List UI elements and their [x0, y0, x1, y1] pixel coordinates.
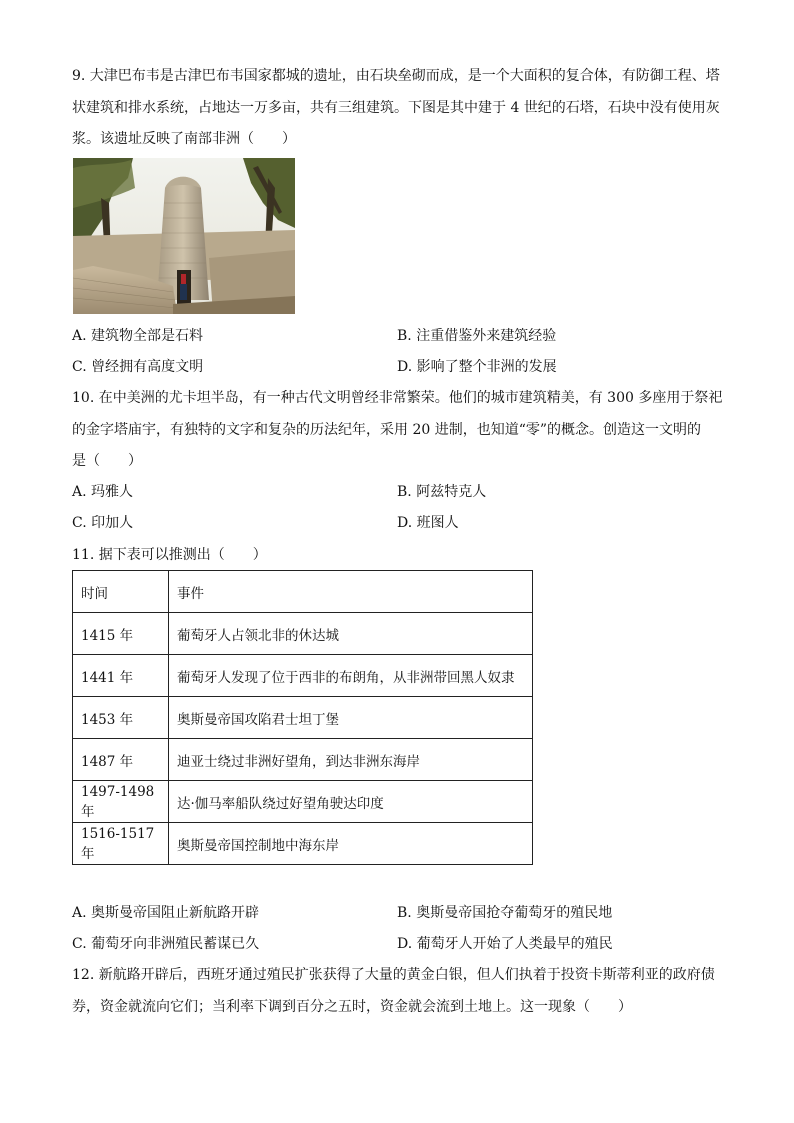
q9-option-b[interactable]: B. 注重借鉴外来建筑经验 — [397, 328, 557, 344]
table-row — [73, 739, 533, 781]
table-row — [73, 781, 533, 823]
q9-option-d[interactable]: D. 影响了整个非洲的发展 — [397, 359, 557, 375]
q9-option-a[interactable]: A. 建筑物全部是石料 — [72, 328, 204, 344]
table-cell-event: 奥斯曼帝国攻陷君士坦丁堡 — [169, 697, 533, 739]
table-row — [73, 613, 533, 655]
q9-stem-line-2: 状建筑和排水系统，占地达一万多亩，共有三组建筑。下图是其中建于 4 世纪的石塔，石块中没有使用灰 — [72, 100, 720, 116]
q10-option-b[interactable]: B. 阿兹特克人 — [397, 484, 487, 500]
table-cell-time: 1497-1498 年 — [73, 781, 169, 823]
q12-stem-line-1: 12. 新航路开辟后，西班牙通过殖民扩张获得了大量的黄金白银，但人们执着于投资卡斯蒂利亚的政府债 — [72, 967, 715, 983]
table-row — [73, 655, 533, 697]
table-header-event: 事件 — [169, 571, 533, 613]
table-cell-event: 达·伽马率船队绕过好望角驶达印度 — [169, 781, 533, 823]
q9-stem-line-1: 9. 大津巴布韦是古津巴布韦国家都城的遗址，由石块垒砌而成，是一个大面积的复合体，有防御工程、塔 — [72, 68, 720, 84]
q10-stem-line-1: 10. 在中美洲的尤卡坦半岛，有一种古代文明曾经非常繁荣。他们的城市建筑精美，有 300 多座用于祭祀 — [72, 390, 723, 406]
table-cell-time: 1487 年 — [73, 739, 169, 781]
table-cell-event: 葡萄牙人发现了位于西非的布朗角，从非洲带回黑人奴隶 — [169, 655, 533, 697]
q11-events-table — [72, 570, 533, 865]
table-cell-time: 1516-1517 年 — [73, 823, 169, 865]
great-zimbabwe-tower-photo — [73, 158, 295, 314]
q11-stem: 11. 据下表可以推测出（ ） — [72, 547, 267, 563]
table-cell-time: 1415 年 — [73, 613, 169, 655]
table-row — [73, 697, 533, 739]
q10-stem-line-3: 是（ ） — [72, 453, 142, 469]
table-header-row — [73, 571, 533, 613]
q9-option-c[interactable]: C. 曾经拥有高度文明 — [72, 359, 204, 375]
q10-option-c[interactable]: C. 印加人 — [72, 515, 134, 531]
q10-option-a[interactable]: A. 玛雅人 — [72, 484, 134, 500]
q12-stem-line-2: 券，资金就流向它们；当利率下调到百分之五时，资金就会流到土地上。这一现象（ ） — [72, 999, 632, 1015]
q9-stem-line-3: 浆。该遗址反映了南部非洲（ ） — [72, 131, 296, 147]
q11-option-c[interactable]: C. 葡萄牙向非洲殖民蓄谋已久 — [72, 936, 260, 952]
q10-stem-line-2: 的金字塔庙宇，有独特的文字和复杂的历法纪年，采用 20 进制，也知道“零”的概念。创造这一文明的 — [72, 422, 702, 438]
table-cell-event: 葡萄牙人占领北非的休达城 — [169, 613, 533, 655]
table-cell-time: 1453 年 — [73, 697, 169, 739]
q11-option-a[interactable]: A. 奥斯曼帝国阻止新航路开辟 — [72, 905, 260, 921]
table-header-time: 时间 — [73, 571, 169, 613]
q10-option-d[interactable]: D. 班图人 — [397, 515, 459, 531]
table-cell-time: 1441 年 — [73, 655, 169, 697]
table-row — [73, 823, 533, 865]
q11-option-d[interactable]: D. 葡萄牙人开始了人类最早的殖民 — [397, 936, 613, 952]
table-cell-event: 奥斯曼帝国控制地中海东岸 — [169, 823, 533, 865]
q11-option-b[interactable]: B. 奥斯曼帝国抢夺葡萄牙的殖民地 — [397, 905, 613, 921]
table-cell-event: 迪亚士绕过非洲好望角，到达非洲东海岸 — [169, 739, 533, 781]
